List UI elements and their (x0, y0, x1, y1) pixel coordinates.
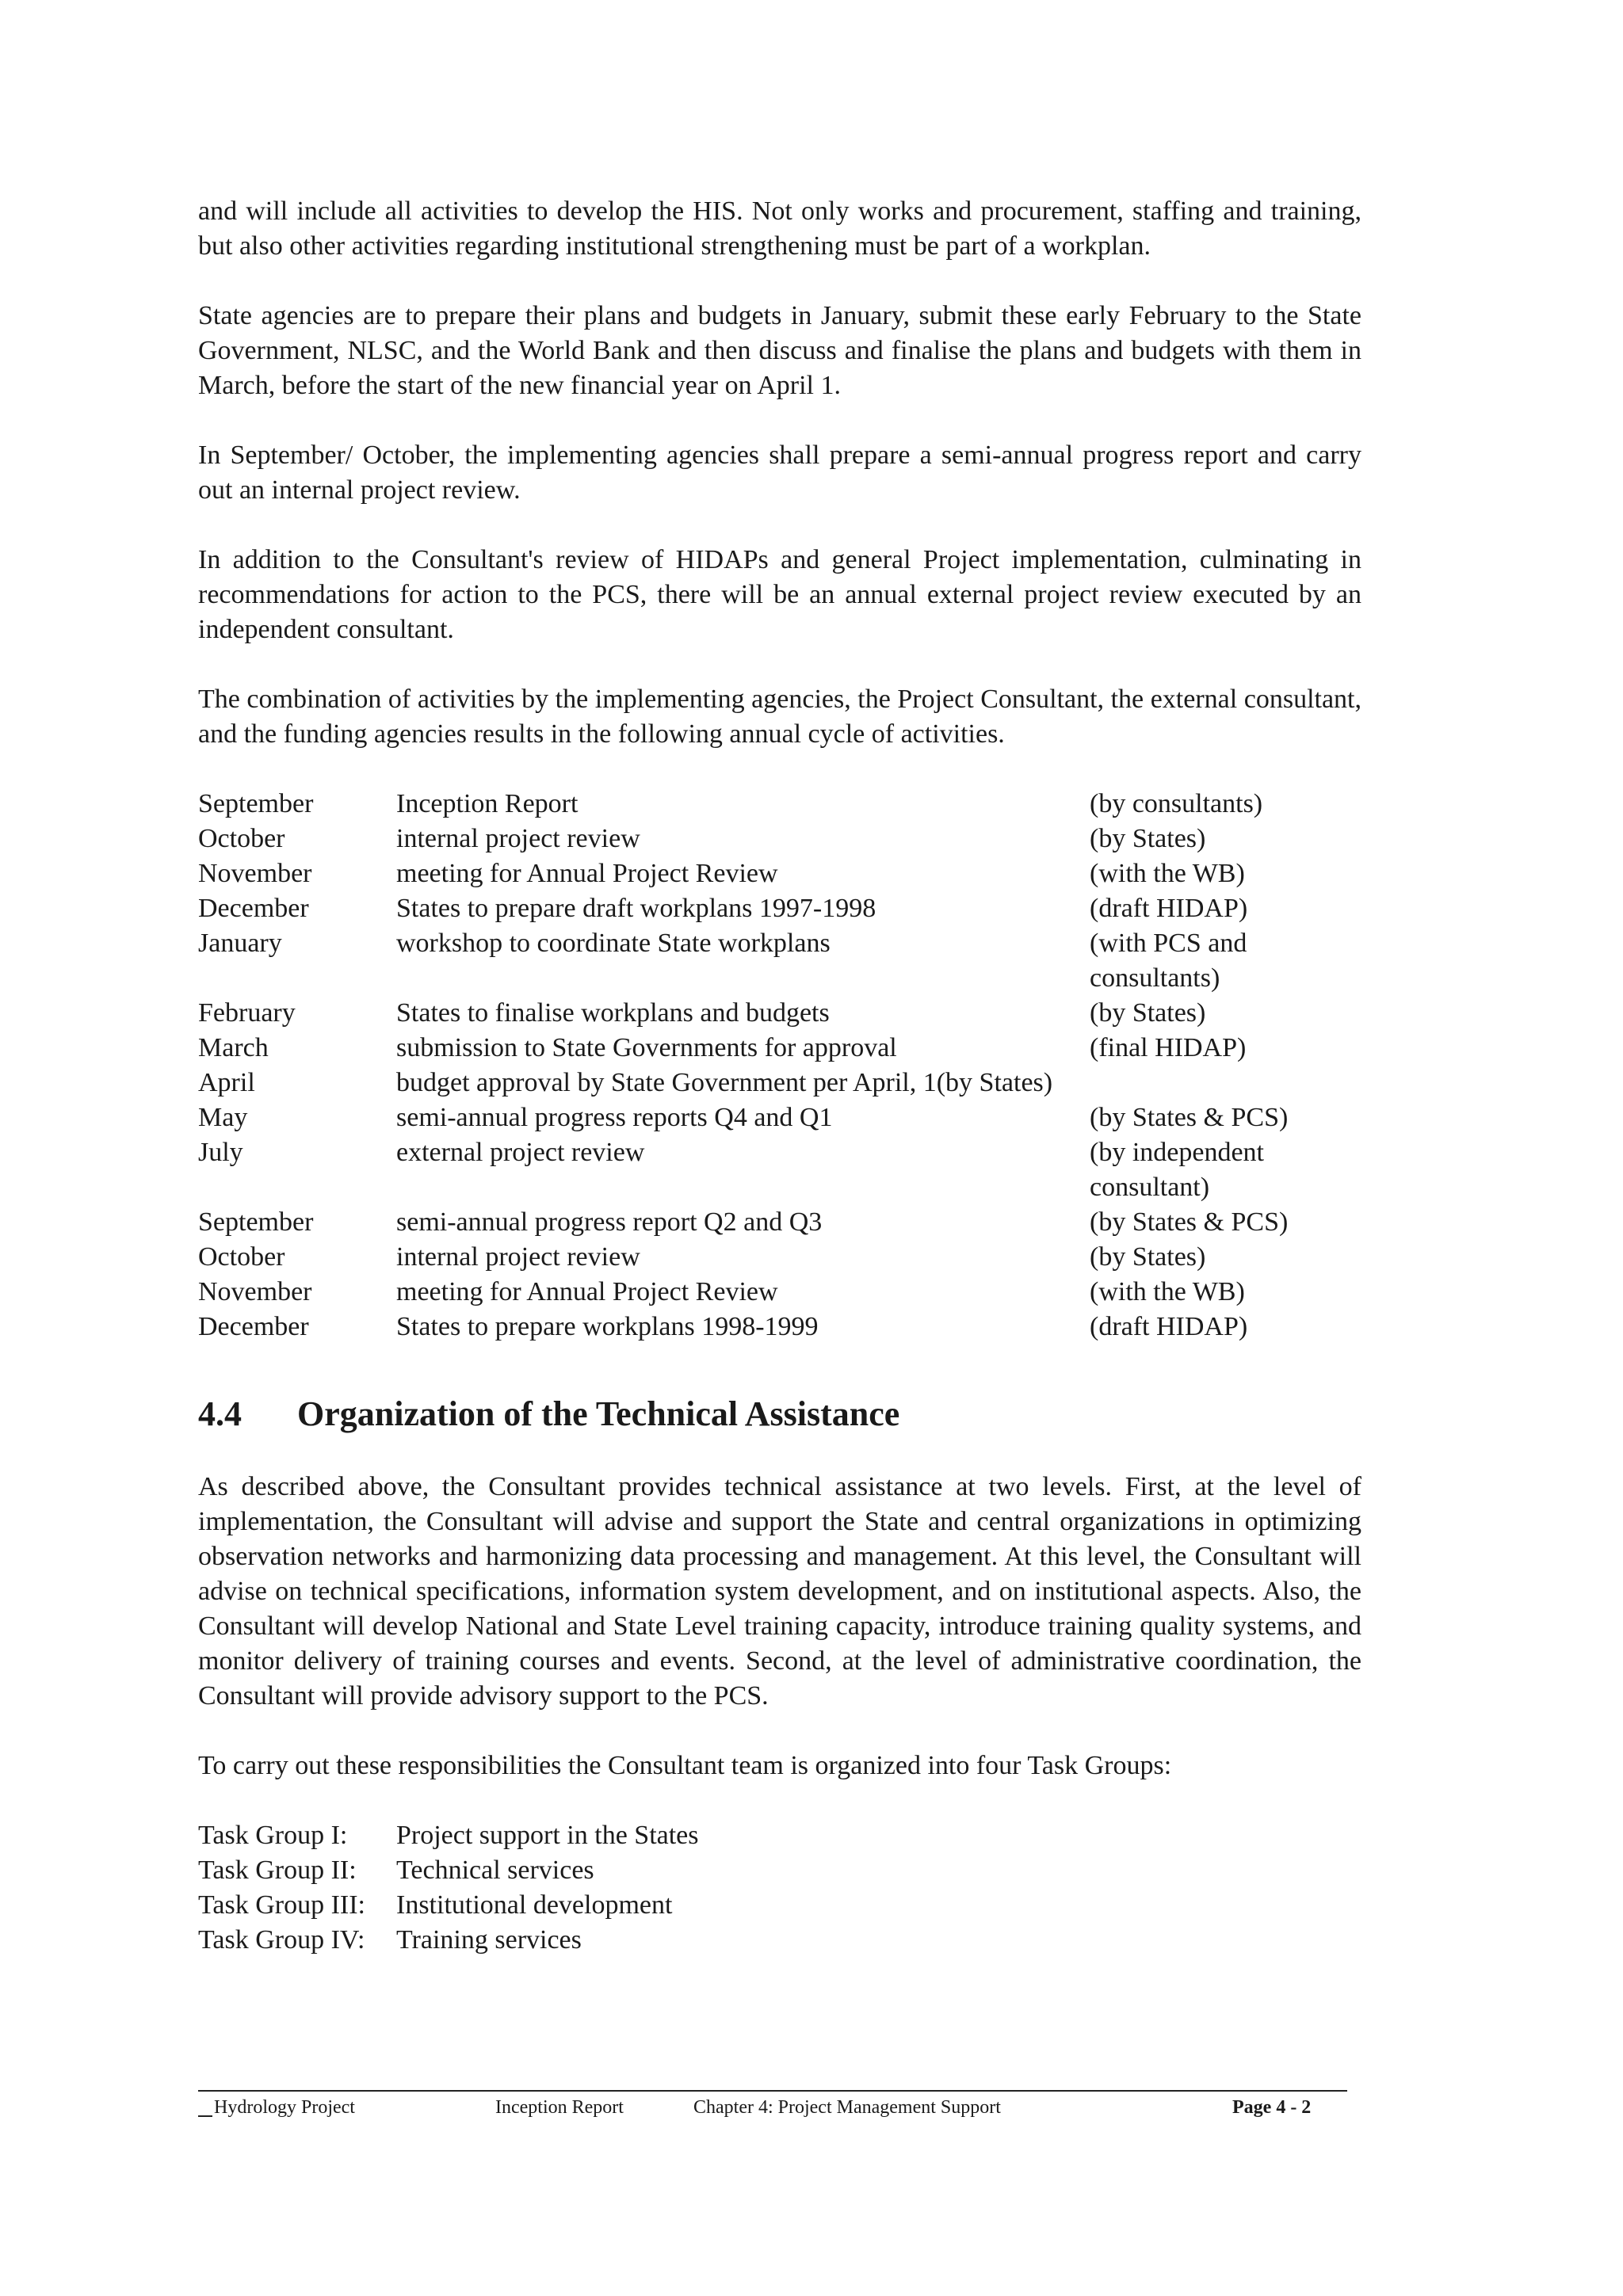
task-group-list (198, 1818, 1361, 1958)
schedule-activity: workshop to coordinate State workplans (396, 929, 831, 958)
schedule-month: December (198, 894, 309, 923)
schedule-activity: meeting for Annual Project Review (396, 859, 778, 888)
schedule-row (198, 926, 1361, 996)
schedule-activity: meeting for Annual Project Review (396, 1277, 778, 1306)
section-number: 4.4 (198, 1394, 242, 1433)
page-content (198, 194, 1361, 1958)
paragraph: In addition to the Consultant's review of HIDAPs and general Project implementation, culminating in recommendations for action to the PCS, there will be an annual external project review executed by an independent consultant. (198, 545, 1361, 644)
schedule-activity: Inception Report (396, 789, 579, 818)
schedule-row (198, 1275, 1361, 1310)
task-group-name: Institutional development (396, 1890, 673, 1920)
schedule-row (198, 1310, 1361, 1344)
section-title: Organization of the Technical Assistance (297, 1394, 900, 1433)
task-group-label: Task Group II: (198, 1855, 357, 1885)
task-group-label: Task Group III: (198, 1890, 366, 1920)
schedule-row (198, 787, 1361, 822)
schedule-by: (with PCS and consultants) (1090, 929, 1247, 993)
schedule-row (198, 1240, 1361, 1275)
schedule-month: January (198, 929, 282, 958)
schedule-activity: internal project review (396, 1242, 640, 1272)
footer-report: Inception Report (495, 2097, 624, 2118)
schedule-by: (by States & PCS) (1090, 1207, 1289, 1237)
schedule-month: April (198, 1068, 255, 1097)
schedule-by: (by States) (1090, 1242, 1206, 1272)
schedule-activity: States to finalise workplans and budgets (396, 998, 830, 1028)
schedule-activity: States to prepare workplans 1998-1999 (396, 1312, 819, 1341)
schedule-row (198, 856, 1361, 891)
schedule-month: October (198, 824, 285, 853)
schedule-month: February (198, 998, 296, 1028)
page-footer (198, 2090, 1347, 2120)
schedule-month: November (198, 859, 312, 888)
paragraph: To carry out these responsibilities the Consultant team is organized into four Task Groups: (198, 1751, 1172, 1780)
schedule-row (198, 1100, 1361, 1135)
schedule-row (198, 822, 1361, 856)
paragraph: As described above, the Consultant provides technical assistance at two levels. First, at the level of implementation, the Consultant will advise and support the State and central organizations in optimizing observation networks and harmonizing data processing and management. At this level, the Consultant will advise on technical specifications, information system development, and on institutional aspects. Also, the Consultant will develop National and State Level training capacity, introduce training quality systems, and monitor delivery of training courses and events. Second, at the level of administrative coordination, the Consultant will provide advisory support to the PCS. (198, 1472, 1361, 1711)
task-group-name: Technical services (396, 1855, 594, 1885)
schedule-month: September (198, 789, 314, 818)
task-group-row (198, 1818, 1361, 1853)
schedule-month: September (198, 1207, 314, 1237)
schedule-activity: internal project review (396, 824, 640, 853)
footer-project: Hydrology Project (214, 2097, 355, 2118)
schedule-by: (draft HIDAP) (1090, 894, 1248, 923)
schedule-by: (final HIDAP) (1090, 1033, 1247, 1062)
schedule-by: (with the WB) (1090, 859, 1245, 888)
schedule-month: May (198, 1103, 248, 1132)
schedule-row (198, 996, 1361, 1031)
paragraph: In September/ October, the implementing agencies shall prepare a semi-annual progress report and carry out an internal project review. (198, 441, 1361, 505)
paragraph: The combination of activities by the implementing agencies, the Project Consultant, the external consultant, and the funding agencies results in the following annual cycle of activities. (198, 685, 1361, 749)
schedule-by: (by independent consultant) (1090, 1138, 1264, 1202)
footer-underline-mark (198, 2115, 212, 2117)
schedule-activity: budget approval by State Government per April, 1(by States) (396, 1068, 1053, 1097)
schedule-row (198, 1205, 1361, 1240)
task-group-label: Task Group I: (198, 1821, 348, 1850)
schedule-month: December (198, 1312, 309, 1341)
schedule-month: March (198, 1033, 269, 1062)
task-group-row (198, 1888, 1361, 1923)
task-group-name: Training services (396, 1925, 582, 1955)
schedule-by: (by States) (1090, 824, 1206, 853)
schedule-row (198, 891, 1361, 926)
task-group-row (198, 1923, 1361, 1958)
footer-chapter: Chapter 4: Project Management Support (693, 2097, 1001, 2118)
schedule-activity: submission to State Governments for approval (396, 1033, 897, 1062)
schedule-month: November (198, 1277, 312, 1306)
schedule-row (198, 1031, 1361, 1066)
schedule-by: (draft HIDAP) (1090, 1312, 1248, 1341)
schedule-month: July (198, 1138, 243, 1167)
schedule-activity: States to prepare draft workplans 1997-1998 (396, 894, 876, 923)
schedule-by: (by States & PCS) (1090, 1103, 1289, 1132)
schedule-month: October (198, 1242, 285, 1272)
schedule-by: (by consultants) (1090, 789, 1263, 818)
schedule-activity: external project review (396, 1138, 645, 1167)
task-group-name: Project support in the States (396, 1821, 699, 1850)
paragraph: and will include all activities to develop the HIS. Not only works and procurement, staffing and training, but also other activities regarding institutional strengthening must be part of a workplan. (198, 196, 1361, 261)
paragraph: State agencies are to prepare their plans and budgets in January, submit these early February to the State Government, NLSC, and the World Bank and then discuss and finalise the plans and budgets with them in March, before the start of the new financial year on April 1. (198, 301, 1361, 400)
section-heading (198, 1392, 1361, 1436)
task-group-label: Task Group IV: (198, 1925, 365, 1955)
activity-schedule (198, 787, 1361, 1344)
schedule-by: (with the WB) (1090, 1277, 1245, 1306)
schedule-activity: semi-annual progress report Q2 and Q3 (396, 1207, 823, 1237)
schedule-activity: semi-annual progress reports Q4 and Q1 (396, 1103, 833, 1132)
task-group-row (198, 1853, 1361, 1888)
schedule-row (198, 1135, 1361, 1205)
footer-page-number: Page 4 - 2 (1232, 2097, 1312, 2118)
schedule-by: (by States) (1090, 998, 1206, 1028)
schedule-row (198, 1066, 1361, 1100)
